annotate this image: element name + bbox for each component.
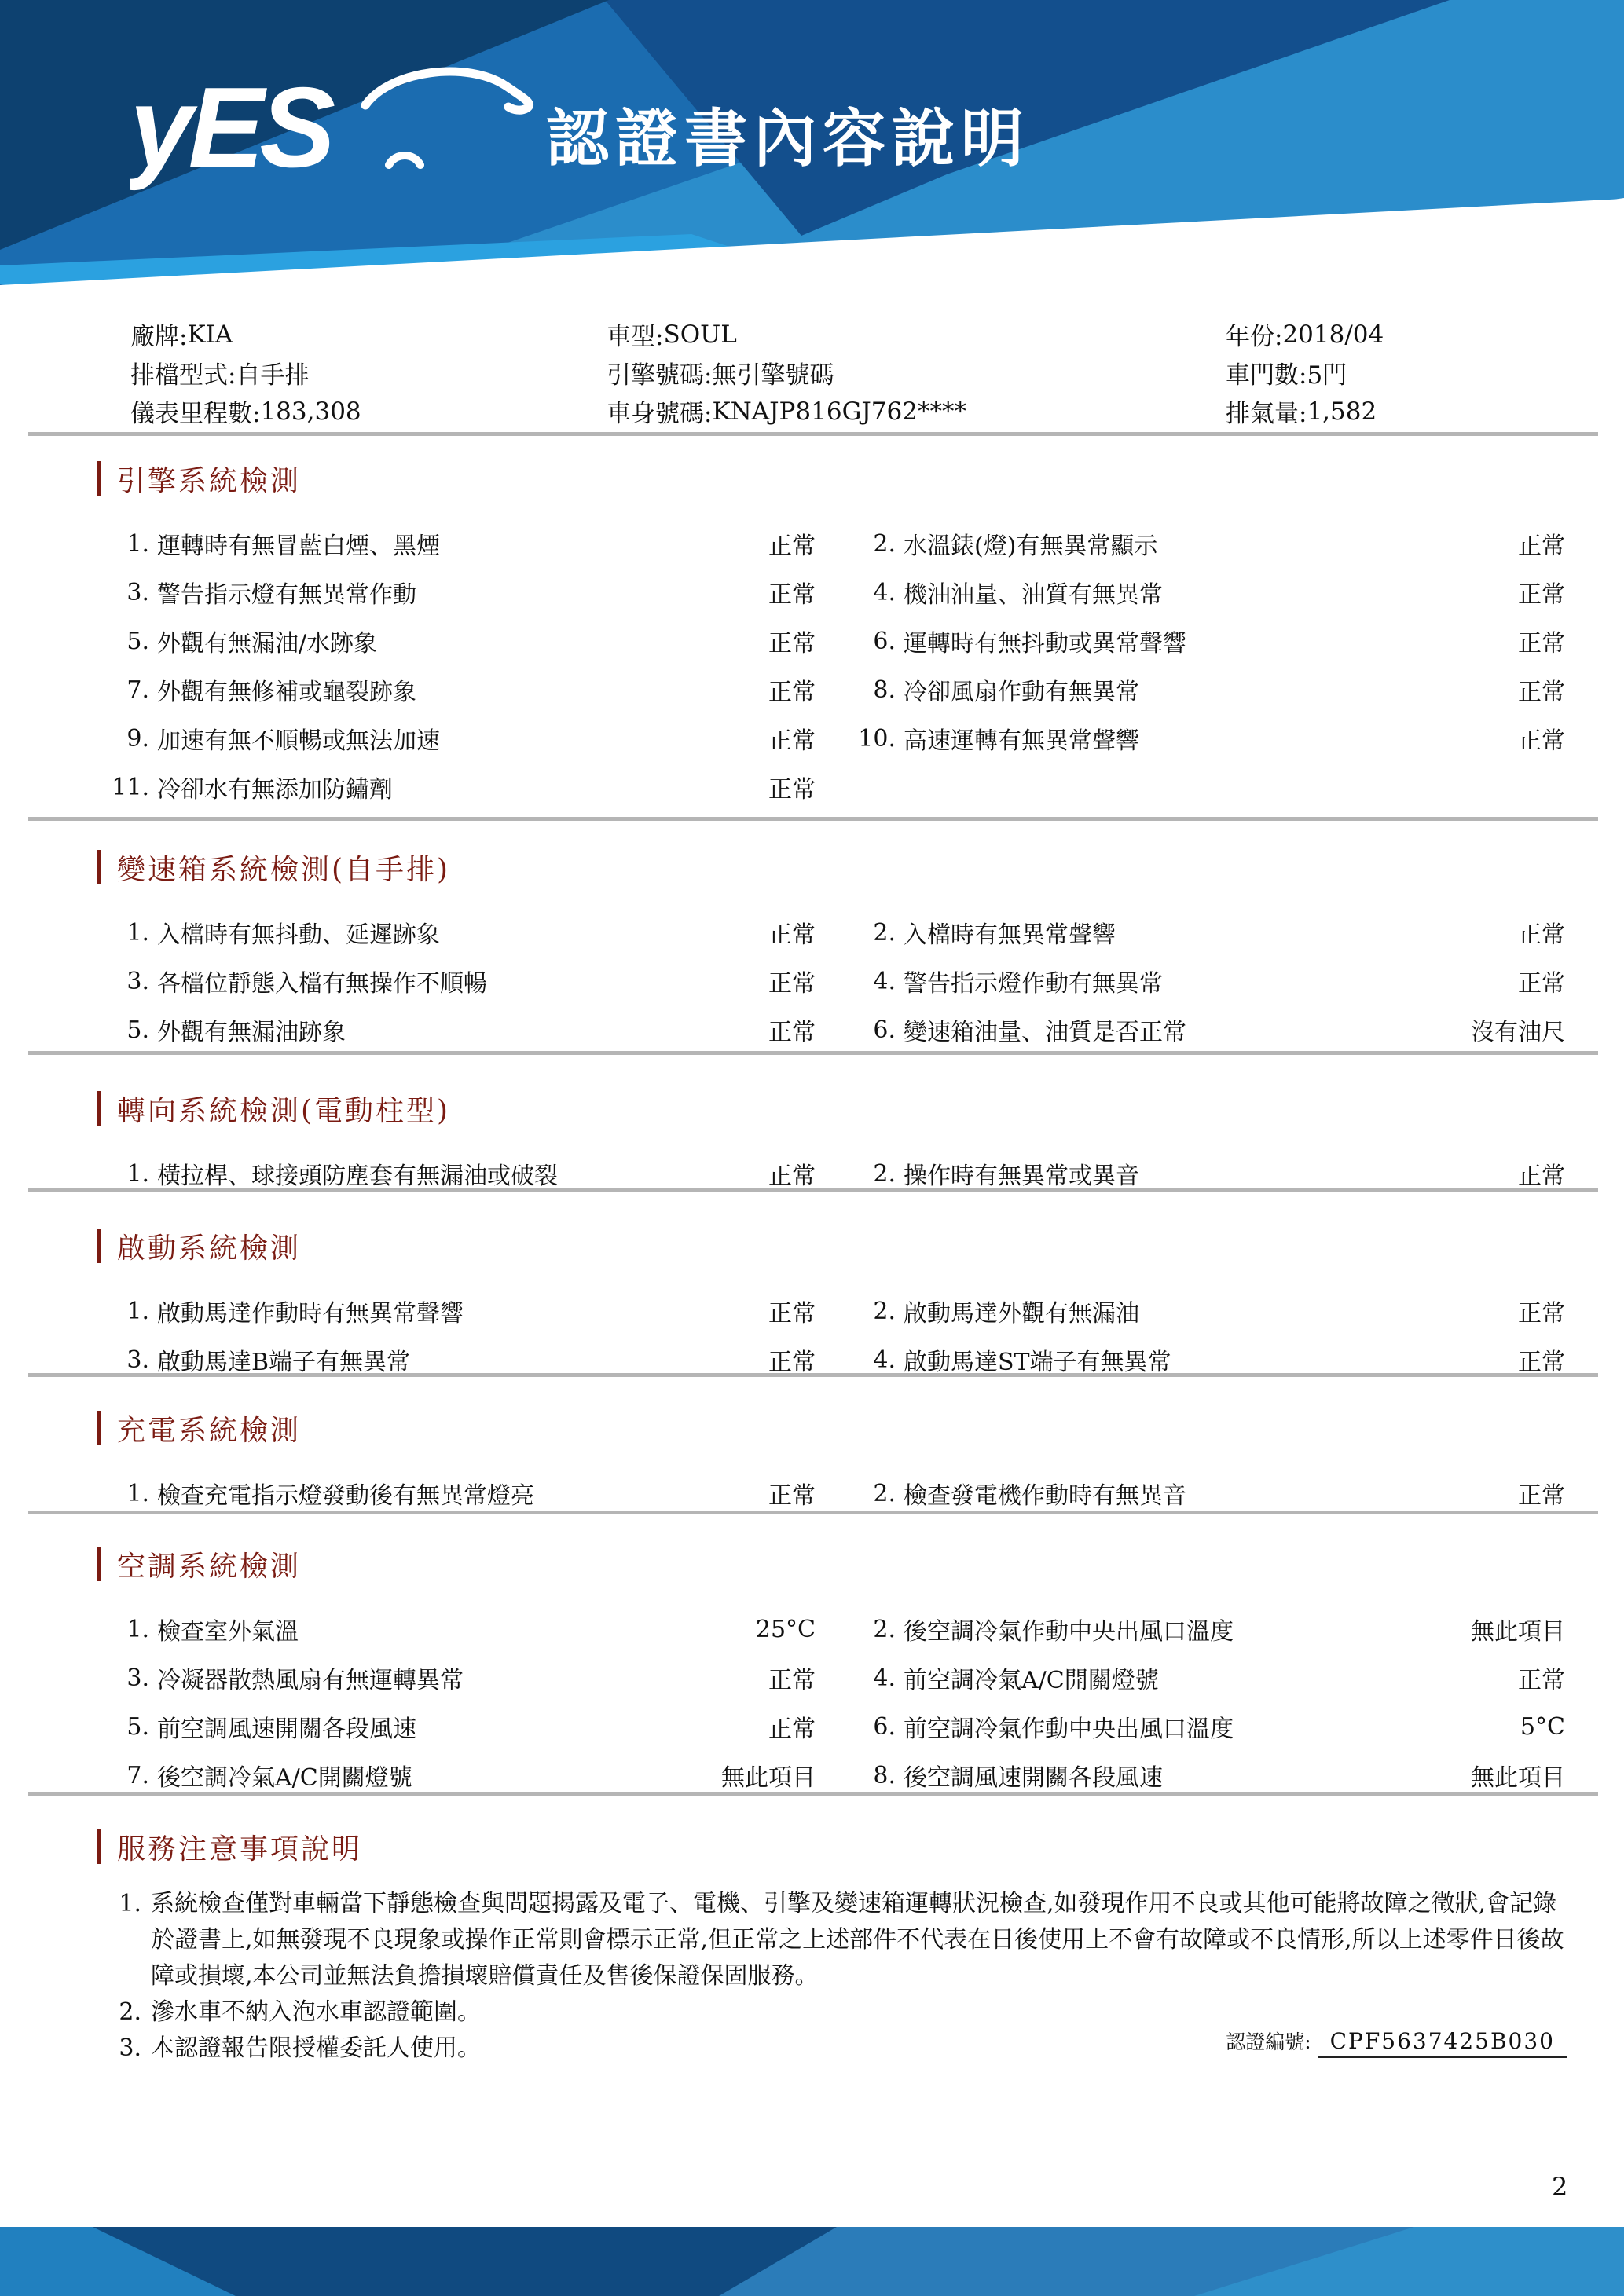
item-label: 後空調冷氣作動中央出風口溫度 xyxy=(904,1618,1234,1646)
item-number: 1. xyxy=(126,1479,149,1507)
title-bar-icon xyxy=(97,1411,101,1445)
item-number: 11. xyxy=(112,773,149,801)
item-number: 3. xyxy=(126,578,149,606)
item-result: 無此項目 xyxy=(1471,1618,1565,1646)
item-result: 正常 xyxy=(1518,921,1565,949)
item-number: 10. xyxy=(858,724,896,753)
item-label: 高速運轉有無異常聲響 xyxy=(904,727,1139,755)
item-result: 正常 xyxy=(768,1716,816,1743)
item-label: 各檔位靜態入檔有無操作不順暢 xyxy=(157,970,487,998)
item-label: 啟動馬達B端子有無異常 xyxy=(157,1349,411,1376)
car-outline-icon xyxy=(365,71,530,110)
section-title xyxy=(0,1828,1624,1866)
note-text: 本認證報告限授權委託人使用。 xyxy=(151,2034,481,2062)
item-result: 正常 xyxy=(768,679,816,706)
logo-text: yES xyxy=(130,64,332,191)
item-label: 警告指示燈作動有無異常 xyxy=(904,970,1163,998)
item-number: 6. xyxy=(873,1712,896,1741)
page-header-banner xyxy=(0,0,1624,311)
item-label: 檢查室外氣溫 xyxy=(157,1618,299,1646)
section-title-text: 空調系統檢測 xyxy=(117,1550,302,1583)
title-bar-icon xyxy=(97,1829,101,1864)
item-result: 正常 xyxy=(768,581,816,609)
title-bar-icon xyxy=(97,1229,101,1263)
item-label: 檢查發電機作動時有無異音 xyxy=(904,1482,1186,1510)
vehicle-info-cell xyxy=(607,353,1226,392)
vehicle-info-value: 自手排 xyxy=(236,361,310,390)
section-title-text: 引擎系統檢測 xyxy=(117,464,302,497)
item-number: 4. xyxy=(873,967,896,995)
item-label: 外觀有無漏油/水跡象 xyxy=(157,630,378,657)
note-number: 1. xyxy=(119,1890,141,1917)
note-number: 2. xyxy=(119,1998,141,2026)
inspection-row xyxy=(0,957,1624,1005)
item-label: 機油油量、油質有無異常 xyxy=(904,581,1163,609)
section-title-text: 變速箱系統檢測(自手排) xyxy=(117,853,451,886)
item-number: 4. xyxy=(873,578,896,606)
note-text: 系統檢查僅對車輛當下靜態檢查與問題揭露及電子、電機、引擎及變速箱運轉狀況檢查,如發現作用不良或其他可能將故障之徵狀,會記錄於證書上,如無發現不良現象或操作正常則會標示正常,但正常之上述部件不代表在日後使用上不會有故障或不良情形,所以上述零件日後故障或損壞,本公司並無法負擔損壞賠償責任及售後保證保固服務。 xyxy=(151,1890,1564,1990)
item-result: 正常 xyxy=(1518,630,1565,657)
item-result: 正常 xyxy=(1518,1482,1565,1510)
item-label: 入檔時有無抖動、延遲跡象 xyxy=(157,921,440,949)
item-label: 運轉時有無冒藍白煙、黑煙 xyxy=(157,533,440,560)
inspection-row xyxy=(0,1005,1624,1054)
vehicle-info-label: 引擎號碼: xyxy=(607,361,713,390)
item-result: 無此項目 xyxy=(1471,1764,1565,1792)
inspection-row xyxy=(0,1653,1624,1702)
title-bar-icon xyxy=(97,461,101,496)
item-label: 冷卻風扇作動有無異常 xyxy=(904,679,1139,706)
item-label: 啟動馬達外觀有無漏油 xyxy=(904,1300,1139,1327)
item-number: 2. xyxy=(873,1615,896,1643)
inspection-row xyxy=(0,1605,1624,1653)
certificate-number-label: 認證編號: xyxy=(1226,2031,1311,2053)
item-result: 正常 xyxy=(768,1300,816,1327)
item-result: 25°C xyxy=(755,1615,816,1643)
item-result: 無此項目 xyxy=(721,1764,816,1792)
vehicle-info-cell xyxy=(607,392,1226,430)
item-number: 3. xyxy=(126,1346,149,1374)
inspection-rows xyxy=(0,1605,1624,1800)
vehicle-info-label: 車身號碼: xyxy=(607,400,713,428)
item-number: 5. xyxy=(126,627,149,655)
vehicle-info-value: 2018/04 xyxy=(1282,320,1384,349)
item-result: 正常 xyxy=(1518,533,1565,560)
item-result: 正常 xyxy=(768,1019,816,1046)
item-label: 運轉時有無抖動或異常聲響 xyxy=(904,630,1186,657)
section-aircon xyxy=(0,1545,1624,1800)
item-number: 9. xyxy=(126,724,149,753)
page-footer-banner xyxy=(0,2227,1624,2296)
vehicle-info-value: KNAJP816GJ762**** xyxy=(712,397,966,426)
item-result: 正常 xyxy=(768,1349,816,1376)
section-charging xyxy=(0,1409,1624,1518)
item-label: 入檔時有無異常聲響 xyxy=(904,921,1116,949)
section-title xyxy=(0,460,1624,497)
section-steering xyxy=(0,1089,1624,1198)
title-bar-icon xyxy=(97,850,101,884)
vehicle-info-grid xyxy=(0,315,1624,430)
item-number: 2. xyxy=(873,1159,896,1188)
item-result: 正常 xyxy=(1518,581,1565,609)
page-number: 2 xyxy=(1552,2172,1568,2202)
item-result: 正常 xyxy=(1518,679,1565,706)
item-label: 加速有無不順暢或無法加速 xyxy=(157,727,440,755)
vehicle-info-cell xyxy=(130,353,607,392)
item-number: 3. xyxy=(126,1664,149,1692)
vehicle-info-value: 無引擎號碼 xyxy=(712,361,834,390)
section-starting xyxy=(0,1227,1624,1384)
vehicle-info-label: 廠牌: xyxy=(130,323,188,351)
vehicle-info-cell xyxy=(130,392,607,430)
inspection-row xyxy=(0,1751,1624,1800)
vehicle-info-label: 車型: xyxy=(607,323,664,351)
item-number: 8. xyxy=(873,1761,896,1789)
item-number: 3. xyxy=(126,967,149,995)
section-engine xyxy=(0,460,1624,811)
item-result: 正常 xyxy=(1518,1300,1565,1327)
item-number: 1. xyxy=(126,1297,149,1325)
item-label: 前空調風速開關各段風速 xyxy=(157,1716,416,1743)
inspection-row xyxy=(0,665,1624,714)
vehicle-info-label: 排檔型式: xyxy=(130,361,236,390)
item-label: 後空調風速開關各段風速 xyxy=(904,1764,1163,1792)
section-title xyxy=(0,1545,1624,1583)
item-label: 外觀有無漏油跡象 xyxy=(157,1019,346,1046)
item-result: 正常 xyxy=(768,727,816,755)
footer-background-shapes xyxy=(0,2227,1624,2296)
title-bar-icon xyxy=(97,1091,101,1126)
certificate-number-value: CPF5637425B030 xyxy=(1318,2028,1567,2058)
item-result: 正常 xyxy=(1518,1667,1565,1694)
item-number: 2. xyxy=(873,1479,896,1507)
item-number: 7. xyxy=(126,1761,149,1789)
item-number: 1. xyxy=(126,1615,149,1643)
item-result: 正常 xyxy=(1518,1349,1565,1376)
section-title-text: 服務注意事項說明 xyxy=(117,1833,363,1866)
item-result: 正常 xyxy=(768,1163,816,1190)
item-label: 啟動馬達ST端子有無異常 xyxy=(904,1349,1171,1376)
inspection-row xyxy=(0,763,1624,811)
item-number: 6. xyxy=(873,1016,896,1044)
vehicle-info-cell xyxy=(1226,353,1624,392)
vehicle-info-value: 1,582 xyxy=(1307,397,1377,426)
item-number: 8. xyxy=(873,676,896,704)
item-number: 7. xyxy=(126,676,149,704)
inspection-rows xyxy=(0,1149,1624,1198)
section-title xyxy=(0,848,1624,886)
item-result: 正常 xyxy=(768,921,816,949)
inspection-row xyxy=(0,519,1624,568)
inspection-row xyxy=(0,1335,1624,1384)
vehicle-info-cell xyxy=(1226,315,1624,353)
vehicle-info-label: 排氣量: xyxy=(1226,400,1307,428)
title-bar-icon xyxy=(97,1547,101,1581)
item-result: 正常 xyxy=(1518,727,1565,755)
vehicle-info-label: 車門數: xyxy=(1226,361,1307,390)
note-item xyxy=(0,1994,1624,2031)
note-number: 3. xyxy=(119,2034,141,2062)
section-title-text: 充電系統檢測 xyxy=(117,1414,302,1447)
item-label: 啟動馬達作動時有無異常聲響 xyxy=(157,1300,464,1327)
item-label: 前空調冷氣作動中央出風口溫度 xyxy=(904,1716,1234,1743)
inspection-row xyxy=(0,617,1624,665)
inspection-row xyxy=(0,1149,1624,1198)
section-title-text: 轉向系統檢測(電動柱型) xyxy=(117,1094,451,1127)
inspection-rows xyxy=(0,1287,1624,1384)
inspection-row xyxy=(0,1287,1624,1335)
item-number: 1. xyxy=(126,529,149,558)
item-result: 5°C xyxy=(1520,1712,1565,1741)
vehicle-info-value: 5門 xyxy=(1307,361,1347,390)
item-number: 2. xyxy=(873,529,896,558)
item-number: 1. xyxy=(126,1159,149,1188)
vehicle-info-value: SOUL xyxy=(663,320,737,349)
item-number: 1. xyxy=(126,918,149,947)
item-number: 4. xyxy=(873,1664,896,1692)
section-title xyxy=(0,1227,1624,1265)
vehicle-info-cell xyxy=(130,315,607,353)
item-label: 水溫錶(燈)有無異常顯示 xyxy=(904,533,1158,560)
inspection-row xyxy=(0,568,1624,617)
item-label: 外觀有無修補或龜裂跡象 xyxy=(157,679,416,706)
section-transmission xyxy=(0,848,1624,1054)
note-item xyxy=(0,1886,1624,1994)
inspection-rows xyxy=(0,519,1624,811)
inspection-row xyxy=(0,908,1624,957)
item-label: 警告指示燈有無異常作動 xyxy=(157,581,416,609)
item-label: 橫拉桿、球接頭防塵套有無漏油或破裂 xyxy=(157,1163,558,1190)
item-label: 變速箱油量、油質是否正常 xyxy=(904,1019,1186,1046)
item-number: 2. xyxy=(873,1297,896,1325)
vehicle-info-label: 儀表里程數: xyxy=(130,400,261,428)
item-label: 冷卻水有無添加防鏽劑 xyxy=(157,776,393,804)
item-result: 正常 xyxy=(768,533,816,560)
item-label: 前空調冷氣A/C開關燈號 xyxy=(904,1667,1159,1694)
vehicle-info-label: 年份: xyxy=(1226,323,1283,351)
page-title: 認證書內容說明 xyxy=(546,104,1030,174)
inspection-row xyxy=(0,714,1624,763)
section-divider xyxy=(28,817,1598,821)
item-number: 5. xyxy=(126,1712,149,1741)
inspection-row xyxy=(0,1469,1624,1518)
vehicle-info-value: 183,308 xyxy=(260,397,361,426)
section-title xyxy=(0,1409,1624,1447)
item-number: 2. xyxy=(873,918,896,947)
item-result: 沒有油尺 xyxy=(1471,1019,1565,1046)
note-text: 滲水車不納入泡水車認證範圍。 xyxy=(151,1998,481,2026)
item-result: 正常 xyxy=(1518,970,1565,998)
item-result: 正常 xyxy=(768,1482,816,1510)
yes-logo xyxy=(130,49,538,206)
section-title xyxy=(0,1089,1624,1127)
vehicle-info-cell xyxy=(607,315,1226,353)
inspection-rows xyxy=(0,908,1624,1054)
item-result: 正常 xyxy=(768,970,816,998)
item-number: 6. xyxy=(873,627,896,655)
inspection-row xyxy=(0,1702,1624,1751)
vehicle-info-cell xyxy=(1226,392,1624,430)
inspection-rows xyxy=(0,1469,1624,1518)
item-result: 正常 xyxy=(768,630,816,657)
certificate-number xyxy=(1226,2027,1567,2055)
item-label: 冷凝器散熱風扇有無運轉異常 xyxy=(157,1667,464,1694)
section-divider xyxy=(28,432,1598,436)
item-label: 後空調冷氣A/C開關燈號 xyxy=(157,1764,412,1792)
item-label: 操作時有無異常或異音 xyxy=(904,1163,1139,1190)
item-number: 5. xyxy=(126,1016,149,1044)
item-result: 正常 xyxy=(768,1667,816,1694)
item-result: 正常 xyxy=(1518,1163,1565,1190)
item-result: 正常 xyxy=(768,776,816,804)
section-title-text: 啟動系統檢測 xyxy=(117,1232,302,1265)
vehicle-info-value: KIA xyxy=(187,320,233,349)
item-label: 檢查充電指示燈發動後有無異常燈亮 xyxy=(157,1482,534,1510)
item-number: 4. xyxy=(873,1346,896,1374)
